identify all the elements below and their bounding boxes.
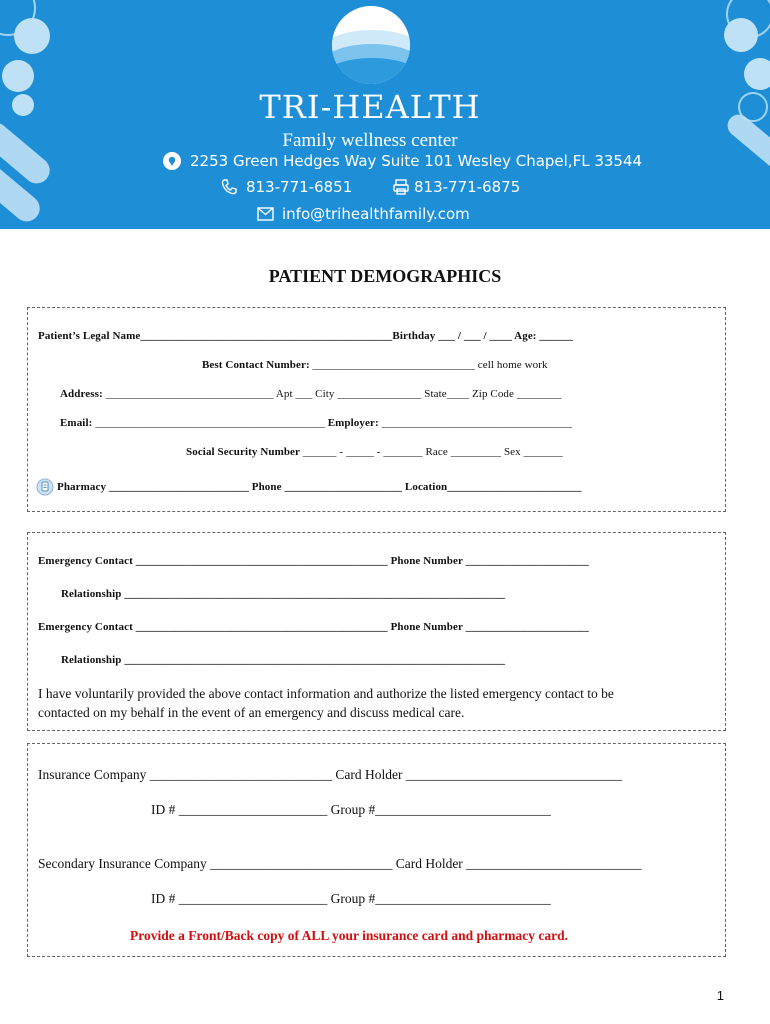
address-field[interactable]: [60, 388, 562, 400]
primary-insurance-field[interactable]: Insurance Company ___________________________ Card Holder ________________________________: [38, 767, 622, 782]
primary-id-group-field[interactable]: ID # ______________________ Group #__________________________: [151, 802, 551, 817]
email-employer-field[interactable]: [60, 417, 572, 429]
ssn-race-sex-field[interactable]: [186, 446, 563, 458]
pharmacy-icon: [36, 478, 54, 496]
address-label: Address:: [60, 388, 103, 400]
consent-text-line-2: contacted on my behalf in the event of an emergency and discuss medical care.: [38, 705, 465, 720]
decor-bubble: [724, 18, 758, 52]
envelope-icon: [257, 207, 274, 221]
email-blank: _________________________________________: [92, 417, 328, 429]
address-text: 2253 Green Hedges Way Suite 101 Wesley Chapel,FL 33544: [190, 152, 643, 170]
phone-icon: [220, 178, 238, 196]
decor-bubble: [14, 18, 50, 54]
email-line: [257, 205, 470, 223]
address-blank: ______________________________ Apt ___ City _______________ State____ Zip Code ________: [102, 388, 562, 400]
phone-number: 813-771-6851: [246, 178, 353, 196]
secondary-insurance-field[interactable]: Secondary Insurance Company ___________________________ Card Holder __________________________: [38, 856, 642, 871]
page-title: PATIENT DEMOGRAPHICS: [268, 266, 502, 286]
best-contact-label: Best Contact Number:: [202, 359, 310, 371]
employer-blank: __________________________________: [378, 417, 572, 429]
secondary-id-group-field[interactable]: ID # ______________________ Group #__________________________: [151, 891, 551, 906]
email-address: info@trihealthfamily.com: [282, 205, 470, 223]
insurance-notice: Provide a Front/Back copy of ALL your insurance card and pharmacy card.: [130, 928, 569, 943]
employer-label: Employer:: [327, 417, 379, 429]
name-birthday-field[interactable]: Patient’s Legal Name_____________________________________________Birthday ___ / ___ / ____ Age: ______: [38, 330, 574, 342]
best-contact-blank: _____________________________ cell home work: [309, 359, 548, 371]
best-contact-field[interactable]: [202, 359, 548, 371]
brand-subtitle: Family wellness center: [282, 130, 458, 151]
decor-bubble: [744, 58, 770, 90]
insurance-section: [27, 743, 726, 957]
emergency-section: [27, 532, 726, 731]
address-line: [162, 151, 642, 171]
demographics-section: [27, 307, 726, 512]
logo-icon: [332, 6, 410, 84]
brand-name: TRI-HEALTH: [259, 88, 481, 126]
page-number: 1: [716, 988, 724, 1003]
relationship-2[interactable]: Relationship ____________________________________________________________________: [61, 654, 506, 666]
fax-number: 813-771-6875: [414, 178, 521, 196]
relationship-1[interactable]: Relationship ____________________________________________________________________: [61, 588, 506, 600]
pharmacy-field[interactable]: [36, 478, 582, 496]
location-pin-icon: [162, 151, 182, 171]
fax-line: [392, 178, 520, 196]
phone-line: [220, 178, 352, 196]
fax-printer-icon: [392, 178, 410, 196]
ssn-label: Social Security Number: [186, 446, 301, 458]
header-banner: [0, 0, 770, 229]
emergency-contact-2[interactable]: Emergency Contact _____________________________________________ Phone Number ______________________: [38, 621, 589, 633]
emergency-contact-1[interactable]: Emergency Contact _____________________________________________ Phone Number ______________________: [38, 555, 589, 567]
consent-text-line-1: I have voluntarily provided the above contact information and authorize the listed emergency contact to be: [38, 686, 614, 701]
ssn-blank: ______ - _____ - _______ Race _________ Sex _______: [300, 446, 563, 458]
email-label: Email:: [60, 417, 93, 429]
pharmacy-text: Pharmacy _________________________ Phone _____________________ Location________________________: [57, 481, 582, 493]
